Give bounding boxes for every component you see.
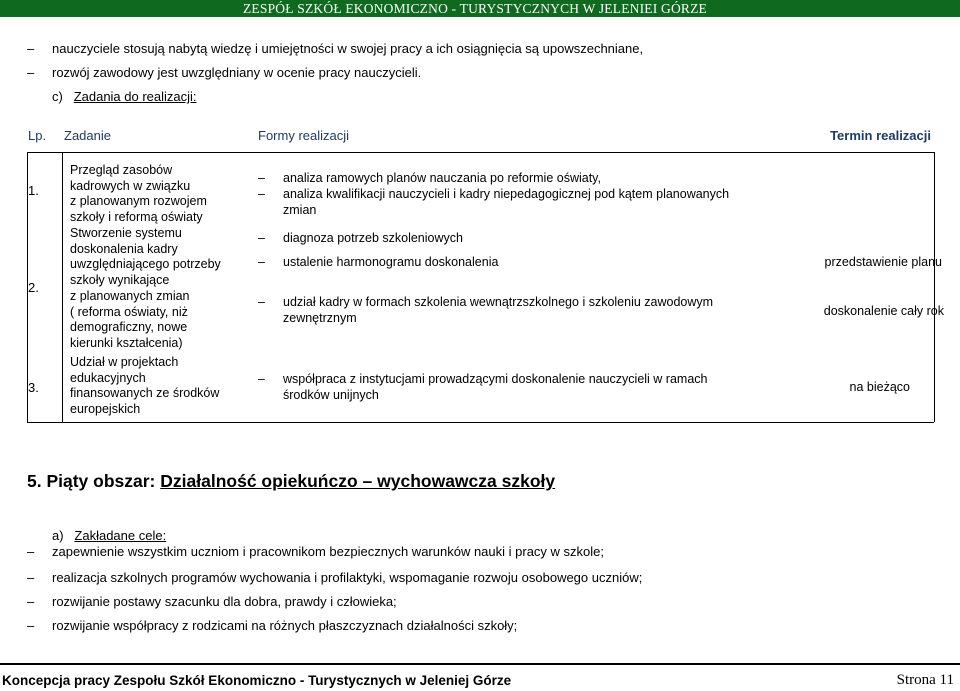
footer-rule [0, 663, 960, 665]
section-a-heading: a) Zakładane cele: [52, 528, 167, 543]
dash-bullet: – [258, 255, 265, 269]
row-3-term: na bieżąco [849, 380, 910, 394]
section-5-title: 5. Piąty obszar: Działalność opiekuńczo – wychowawcza szkoły [27, 471, 556, 491]
dash-bullet: – [258, 187, 265, 201]
dash-bullet: – [27, 41, 35, 56]
dash-bullet: – [258, 231, 265, 245]
table-header-task: Zadanie [64, 128, 111, 143]
table-border-right [934, 152, 935, 422]
table-header-term: Termin realizacji [830, 128, 931, 143]
footer-title: Koncepcja pracy Zespołu Szkół Ekonomiczno - Turystycznych w Jeleniej Górze [2, 673, 512, 688]
row-3-number: 3. [28, 380, 39, 395]
header-school-name: ZESPÓŁ SZKÓŁ EKONOMICZNO - TURYSTYCZNYCH W JELENIEI GÓRZE [242, 1, 707, 16]
row-1-number: 1. [28, 183, 39, 198]
dash-bullet: – [258, 372, 265, 386]
row-2-number: 2. [28, 280, 39, 295]
row-3-task: Udział w projektach edukacyjnych finansowanych ze środków europejskich [70, 355, 220, 417]
table-rule-top [27, 152, 934, 153]
table-header-lp: Lp. [28, 128, 47, 143]
dash-bullet: – [258, 295, 265, 309]
row-2-term-year: doskonalenie cały rok [823, 304, 944, 318]
dash-bullet: – [27, 65, 35, 80]
dash-bullet: – [27, 544, 35, 559]
dash-bullet: – [258, 171, 265, 185]
table-rule-bottom [27, 422, 934, 423]
section-c-heading: c) Zadania do realizacji: [52, 89, 197, 104]
row-2-task: Stworzenie systemu doskonalenia kadry uwzględniającego potrzeby szkoły wynikające z planowanych zmian ( reforma oświaty, niż demograficzny, nowe kierunki kształcenia) [70, 226, 221, 350]
table-header-forms: Formy realizacji [258, 128, 350, 143]
dash-bullet: – [27, 570, 35, 585]
row-1-task: Przegląd zasobów kadrowych w związku z planowanym rozwojem szkoły i reformą oświaty [70, 163, 207, 225]
dash-bullet: – [27, 618, 35, 633]
table-divider-lp [62, 152, 63, 422]
dash-bullet: – [27, 594, 35, 609]
page-number: Strona 11 [896, 672, 954, 688]
row-2-term-plan: przedstawienie planu [824, 255, 942, 269]
